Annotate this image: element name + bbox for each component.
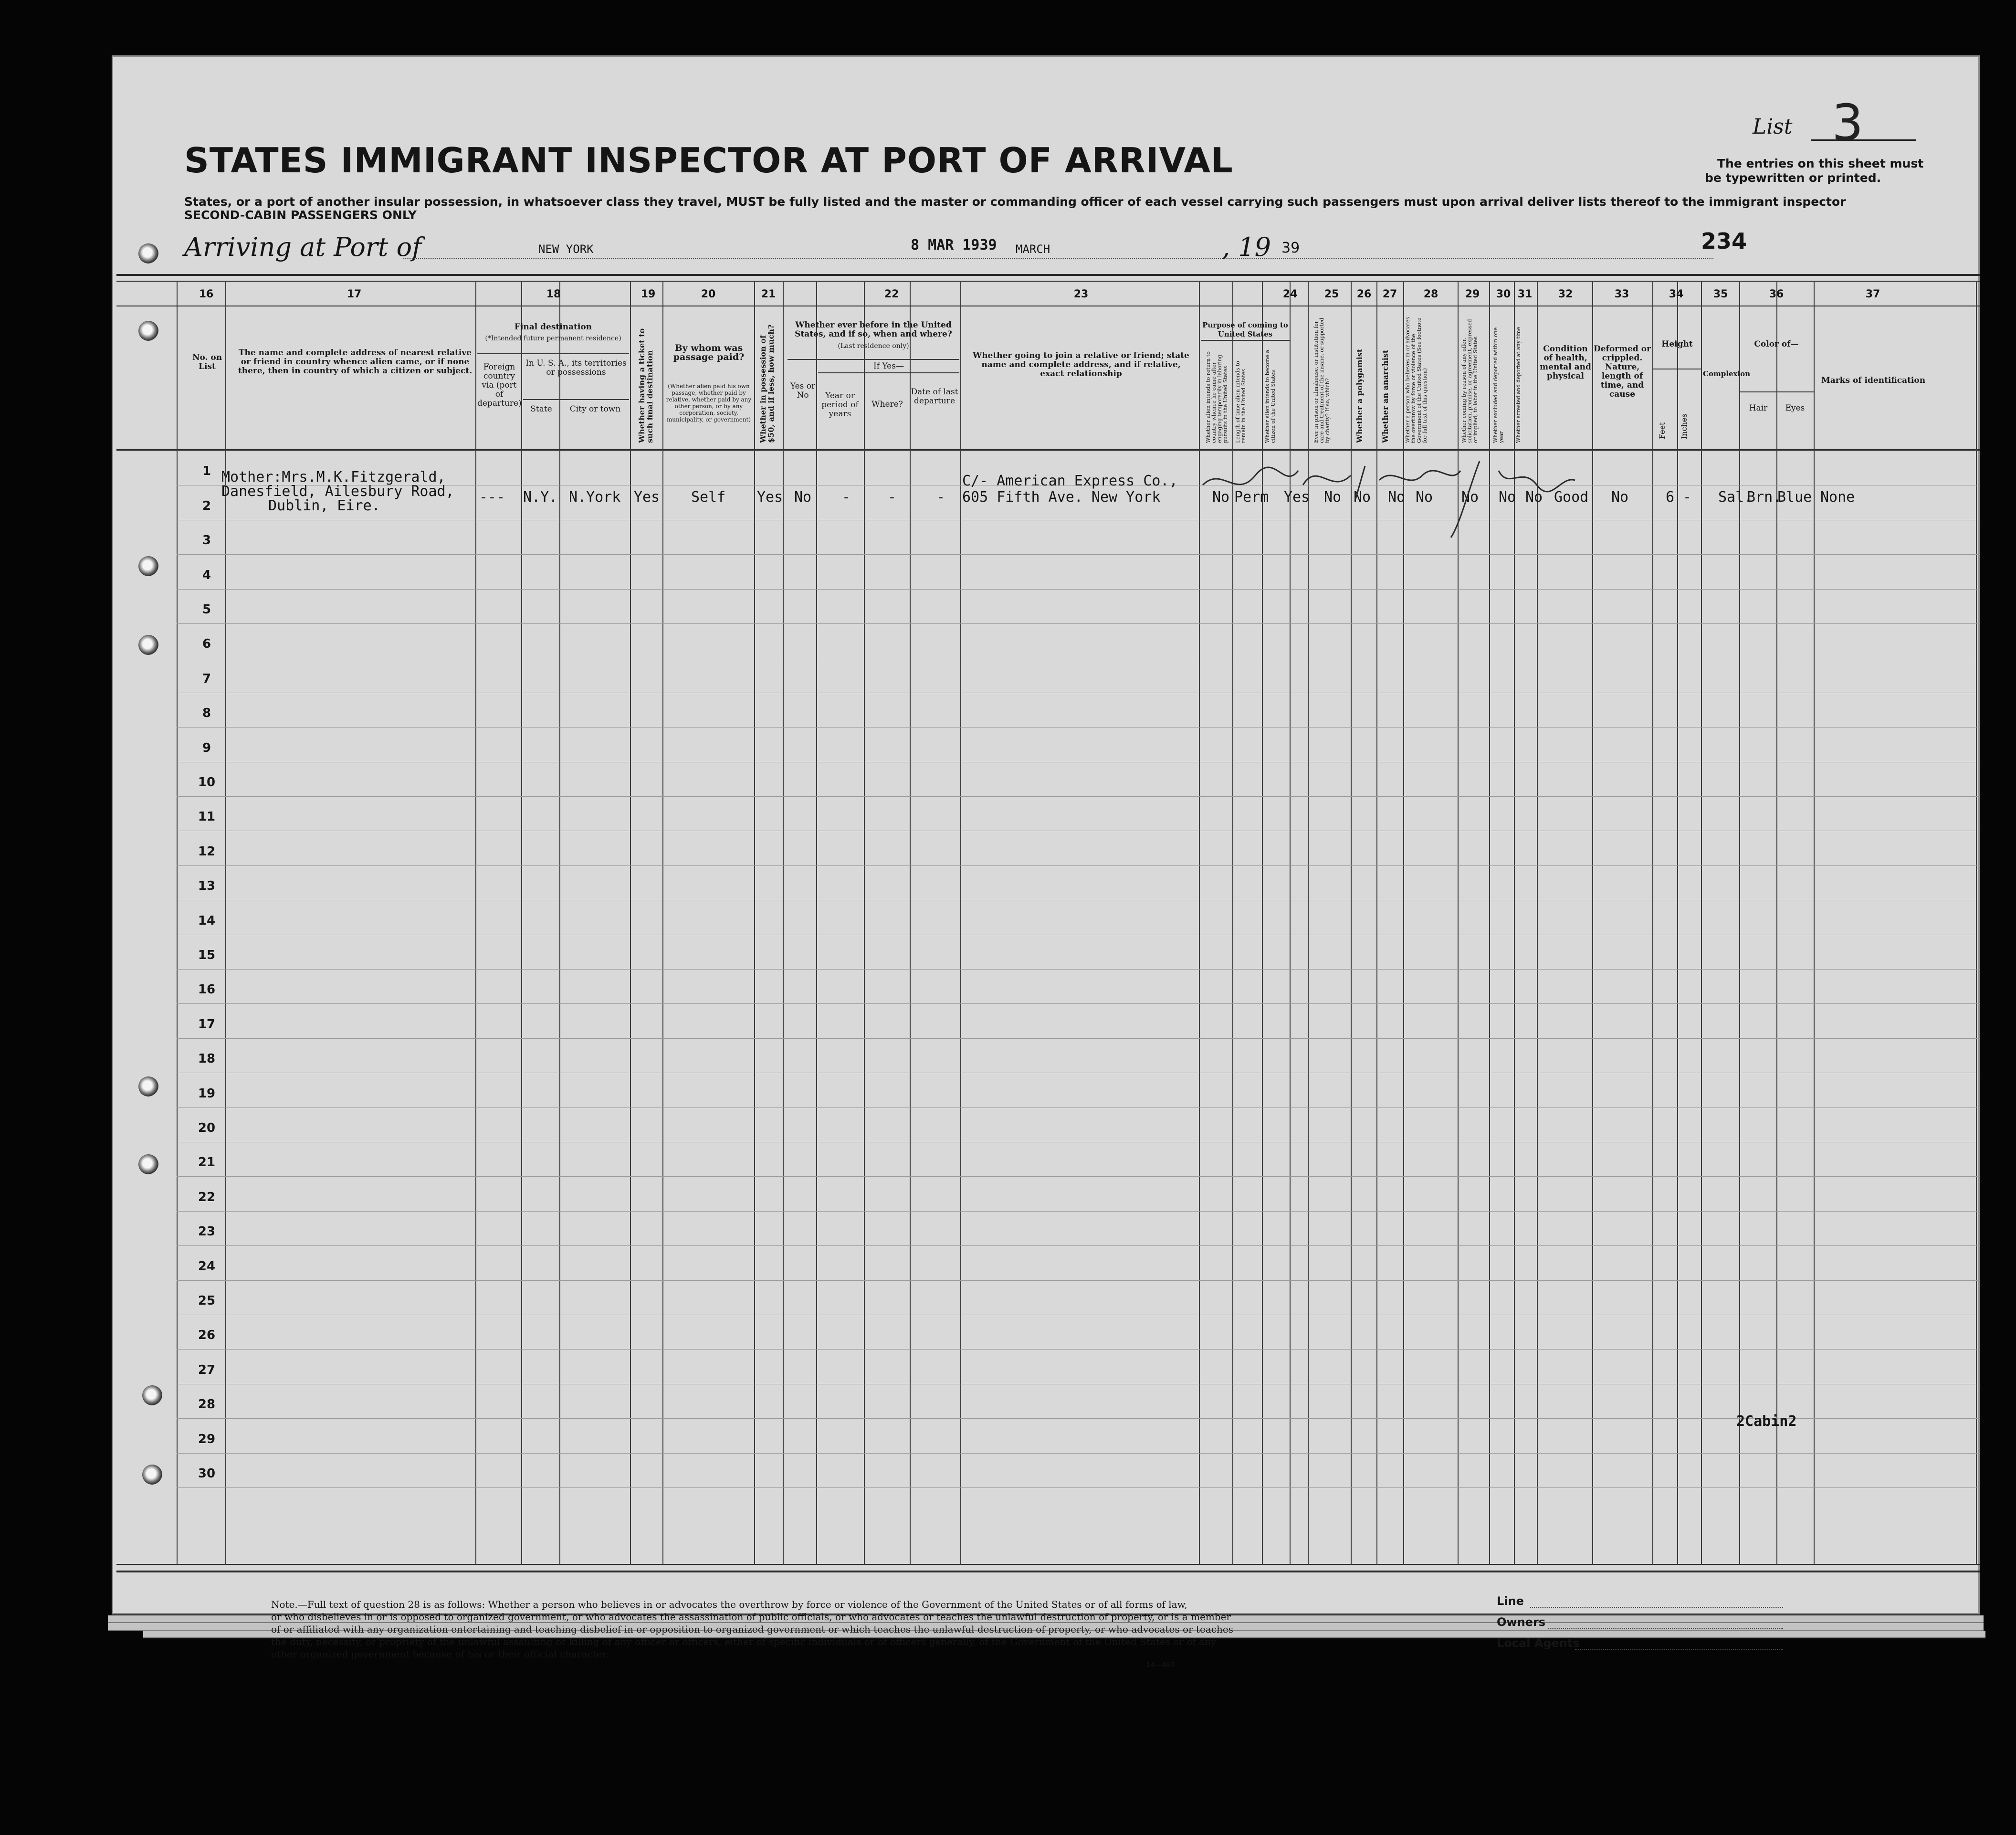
entry-year-period: - (842, 489, 851, 506)
entry-hair: Brn. (1747, 489, 1782, 506)
header-complexion: Complexion (1703, 369, 1751, 378)
row-rule (177, 796, 1980, 797)
colnum-16: 16 (199, 288, 214, 300)
colnum-21: 21 (761, 288, 776, 300)
header-final-destination-note: (*Intended future permanent residence) (485, 335, 621, 342)
row-number: 30 (198, 1466, 216, 1481)
year-prefix: , 19 (1222, 232, 1271, 262)
header-yes-no: Yes or No (790, 381, 816, 400)
row-number: 24 (198, 1259, 216, 1274)
entry-passage-paid: Self (691, 489, 726, 506)
column-rule (559, 281, 560, 1565)
column-rule (754, 281, 755, 1565)
owners-field (1548, 1628, 1783, 1629)
colnum-27: 27 (1382, 288, 1397, 300)
column-rule (1814, 281, 1815, 1565)
arriving-label: Arriving at Port of (184, 232, 422, 262)
column-rule (475, 281, 476, 1565)
colnum-30: 30 (1496, 288, 1511, 300)
arrival-month: MARCH (1016, 243, 1050, 256)
entry-fifty-dollars: Yes (757, 489, 783, 506)
header-final-destination: Final destination (514, 322, 592, 332)
row-number: 16 (198, 982, 216, 997)
line-label: Line (1497, 1594, 1524, 1608)
row-number: 22 (198, 1190, 216, 1204)
colnum-22: 22 (884, 288, 899, 300)
entry-ticket: Yes (634, 489, 660, 506)
row-rule (177, 1038, 1980, 1039)
row-rule (177, 1107, 1980, 1108)
row-number: 2 (202, 498, 211, 513)
colnum-31: 31 (1517, 288, 1533, 300)
row-number: 28 (198, 1397, 216, 1412)
entry-height-feet: 6 (1666, 489, 1675, 506)
header-year-period: Year or period of years (821, 391, 859, 419)
column-rule (177, 281, 178, 1565)
entry-deformed: No (1611, 489, 1629, 506)
entry-where: - (888, 489, 897, 506)
row-rule (177, 1418, 1980, 1419)
entry-overthrow: No (1416, 489, 1433, 506)
entry-become-citizen: Yes (1284, 489, 1310, 506)
colnum-18: 18 (546, 288, 561, 300)
row-rule (177, 1176, 1980, 1177)
header-before-in-us: Whether ever before in the United States, and if so, when and where? (795, 320, 952, 339)
footnote-line2: or who disbelieves in or is opposed to organized government, or who advocates the assassination of public officials, or who advocates or teaches the unlawful destruction of property, or is a member (271, 1611, 1231, 1623)
row-number: 29 (198, 1432, 216, 1446)
header-sub-rule (1740, 391, 1814, 392)
form-title: STATES IMMIGRANT INSPECTOR AT PORT OF ARRIVAL (184, 140, 1233, 180)
header-hair: Hair (1749, 403, 1768, 413)
row-number: 18 (198, 1052, 216, 1066)
header-no-on-list: No. on List (192, 353, 222, 371)
header-passage-note: (Whether alien paid his own passage, whether paid by relative, whether paid by any other person, or by any corporation, society, municipality, or government) (666, 383, 752, 423)
row-number: 19 (198, 1086, 216, 1101)
row-number: 21 (198, 1155, 216, 1170)
row-rule (177, 1349, 1980, 1350)
header-deformed: Deformed or crippled. Nature, length of time, and cause (1593, 344, 1651, 399)
date-stamp: 8 MAR 1939 (911, 237, 997, 253)
row-rule (177, 1211, 1980, 1212)
row-number: 15 (198, 948, 216, 962)
row-rule (177, 554, 1980, 555)
row-number: 5 (202, 602, 211, 617)
row-number: 4 (202, 568, 211, 582)
entry-foreign-port: --- (479, 489, 505, 506)
row-number: 23 (198, 1224, 216, 1239)
column-rule (816, 281, 817, 1565)
row-number: 3 (202, 533, 211, 548)
entry-city: N.York (569, 489, 621, 506)
column-rule (1776, 281, 1777, 1565)
list-number: 3 (1832, 94, 1864, 152)
colnum-24: 24 (1282, 288, 1298, 300)
entry-offer-labor: No (1461, 489, 1479, 506)
entry-join-line2: 605 Fifth Ave. New York (962, 489, 1161, 506)
row-number: 13 (198, 879, 216, 894)
row-number: 6 (202, 637, 211, 652)
row-number: 7 (202, 671, 211, 686)
entry-excluded: No (1499, 489, 1516, 506)
entry-relative-line3: Dublin, Eire. (268, 497, 380, 514)
entry-complexion: Sal. (1718, 489, 1753, 506)
header-in-usa: In U. S. A., its territories or possessions (525, 359, 627, 377)
table-bottom-rule (116, 1564, 1980, 1565)
row-number: 17 (198, 1017, 216, 1032)
row-number: 9 (202, 740, 211, 755)
header-sub-rule (818, 372, 959, 373)
column-rule (1976, 281, 1977, 1565)
row-number: 14 (198, 913, 216, 928)
arriving-dotted-line (403, 258, 1713, 259)
entry-date-departure: - (936, 489, 945, 506)
row-rule (177, 589, 1980, 590)
header-purpose: Purpose of coming to United States (1202, 321, 1288, 338)
entry-health: Good (1554, 489, 1589, 506)
colnum-33: 33 (1614, 288, 1629, 300)
colnum-19: 19 (640, 288, 656, 300)
column-rule (783, 281, 784, 1565)
row-rule (177, 1453, 1980, 1454)
header-fifty-dollars: Whether in possession of $50, and if less, how much? (758, 324, 776, 443)
header-purpose-citizen: Whether alien intends to become a citizen of the United States (1264, 349, 1276, 443)
entry-arrested: No (1525, 489, 1543, 506)
header-sub-rule (788, 359, 959, 360)
row-number: 10 (198, 775, 216, 790)
colnum-25: 25 (1324, 288, 1339, 300)
row-rule (177, 865, 1980, 866)
column-rule (662, 281, 663, 1565)
port-name: NEW YORK (538, 243, 594, 256)
colnum-28: 28 (1423, 288, 1438, 300)
row-number: 8 (202, 706, 211, 721)
header-inches: Inches (1680, 413, 1689, 439)
entry-eyes: Blue (1777, 489, 1812, 506)
colnum-26: 26 (1356, 288, 1372, 300)
sheet-number: 234 (1701, 228, 1747, 254)
header-join-relative: Whether going to join a relative or friend; state name and complete address, and if relative, exact relationship (973, 351, 1189, 379)
agents-field (1575, 1649, 1783, 1650)
typed-note-line2: be typewritten or printed. (1705, 171, 1881, 185)
footnote-line3: of or affiliated with any organization entertaining and teaching disbelief in or opposition to organized government or which teaches the unlawful destruction of property, or who advocates or teaches (271, 1624, 1233, 1635)
list-label: List (1753, 115, 1793, 139)
row-number: 26 (198, 1328, 216, 1343)
header-purpose-length: Length of time alien intends to remain in the United States (1235, 360, 1247, 443)
row-rule (177, 1245, 1980, 1246)
column-rule (1701, 281, 1702, 1565)
header-sub-rule (523, 399, 629, 400)
column-rule (521, 281, 522, 1565)
header-sub-rule (1201, 340, 1290, 341)
header-state: State (530, 404, 552, 414)
column-rule (1652, 281, 1653, 1565)
entry-anarchist: No (1388, 489, 1406, 506)
header-city: City or town (569, 404, 621, 414)
entry-join-line1: C/- American Express Co., (962, 473, 1178, 489)
colnum-36: 36 (1769, 288, 1784, 300)
colnum-35: 35 (1713, 288, 1728, 300)
handwritten-annotation (1193, 447, 1604, 542)
row-number: 27 (198, 1362, 216, 1377)
row-rule (177, 1003, 1980, 1004)
header-sub-rule (477, 353, 629, 354)
header-offer-labor: Whether coming by reason of any offer, solicitation, promise, or agreement, expressed or implied, to labor in the United States (1461, 319, 1479, 443)
header-before-note: (Last residence only) (838, 342, 909, 350)
colnum-37: 37 (1865, 288, 1880, 300)
header-height: Height (1661, 339, 1693, 349)
header-foreign-country: Foreign country via (port of departure) (477, 362, 522, 408)
header-if-yes: If Yes— (873, 361, 904, 371)
typed-note-line1: The entries on this sheet must (1717, 157, 1924, 170)
row-number: 12 (198, 844, 216, 859)
header-prison: Ever in prison or almshouse, or institution for care and treatment of the insane, or supported by charity? If so, which? (1313, 317, 1331, 443)
agents-label: Local Agents (1497, 1636, 1580, 1650)
colnum-29: 29 (1465, 288, 1480, 300)
header-purpose-return: Whether alien intends to return to country whence he came after engaging temporarily in laboring pursuits in the United States (1205, 351, 1228, 443)
header-top-rule (116, 281, 1980, 282)
header-where: Where? (872, 400, 903, 409)
row-rule (177, 623, 1980, 624)
entry-marks: None (1820, 489, 1855, 506)
column-rule (1739, 281, 1740, 1565)
entry-relative-line2: Danesfield, Ailesbury Road, (221, 483, 454, 500)
header-marks: Marks of identification (1821, 376, 1926, 385)
header-passage: By whom was passage paid? (673, 343, 745, 362)
column-rule (630, 281, 631, 1565)
entry-polygamist: No (1354, 489, 1371, 506)
row-number: 20 (198, 1121, 216, 1135)
row-number: 11 (198, 810, 216, 824)
entry-before-in-us: No (794, 489, 812, 506)
header-anarchist: Whether an anarchist (1381, 349, 1390, 443)
column-rule (1677, 281, 1678, 1565)
footnote-line4: the duty, necessity, or propriety of the unlawful assaulting or killing of any officer or officers, either of specific individuals or of officers generally, of the Government of the United States or of any (271, 1636, 1217, 1647)
colnum-17: 17 (346, 288, 362, 300)
header-feet: Feet (1658, 422, 1667, 439)
row-rule (177, 969, 1980, 970)
header-overthrow: Whether a person who believes in or advocates the overthrow by force or violence of the Government of the United States (See footnote for full text of this question) (1405, 316, 1428, 443)
column-rule (864, 281, 865, 1565)
header-polygamist: Whether a polygamist (1355, 348, 1364, 443)
header-date-departure: Date of last departure (911, 387, 958, 406)
year-suffix: 39 (1281, 240, 1300, 256)
entry-state: N.Y. (523, 489, 558, 506)
line-field (1530, 1607, 1783, 1608)
footnote-line1: Note.—Full text of question 28 is as follows: Whether a person who believes in or advocates the overthrow by force or violence of the Government of the United States or of all forms of law, (271, 1599, 1187, 1610)
colnum-20: 20 (701, 288, 716, 300)
cabin-annotation: 2Cabin2 (1736, 1413, 1797, 1430)
colnum-32: 32 (1558, 288, 1573, 300)
row-number: 1 (202, 464, 211, 479)
entry-length-stay: Perm (1234, 489, 1269, 506)
header-color: Color of— (1754, 339, 1799, 349)
header-excluded: Whether excluded and deported within one year (1492, 327, 1504, 443)
header-bottom-rule (116, 449, 1980, 451)
form-number: 14—480 (1146, 1661, 1175, 1669)
header-arrested: Whether arrested and deported at any time (1515, 327, 1522, 443)
colnum-34: 34 (1669, 288, 1684, 300)
row-rule (177, 1280, 1980, 1281)
header-ticket: Whether having a ticket to such final destination (637, 328, 654, 443)
row-number: 25 (198, 1294, 216, 1308)
entry-relative-line1: Mother:Mrs.M.K.Fitzgerald, (221, 469, 446, 485)
footnote-line5: other organized government because of his or their official character. (271, 1648, 609, 1660)
header-eyes: Eyes (1785, 403, 1805, 413)
row-rule (177, 1487, 1980, 1488)
colnum-23: 23 (1073, 288, 1089, 300)
form-subtitle-line2: SECOND-CABIN PASSENGERS ONLY (184, 208, 417, 222)
row-rule (177, 727, 1980, 728)
header-relative: The name and complete address of nearest relative or friend in country whence alien came, or if none there, then in country of which a citizen or subject. (238, 348, 472, 376)
binder-hole (138, 243, 158, 264)
form-subtitle-line1: States, or a port of another insular possession, in whatsoever class they travel, MUST be fully listed and the master or commanding officer of each vessel carrying such passengers must upon arrival deliver lists thereof to the immigrant inspector (184, 195, 1846, 209)
column-rule (910, 281, 911, 1565)
entry-prison: No (1324, 489, 1342, 506)
column-rule (960, 281, 961, 1565)
entry-height-inches: - (1683, 489, 1692, 506)
entry-return-intent: No (1212, 489, 1230, 506)
header-health: Condition of health, mental and physical (1540, 344, 1591, 381)
owners-label: Owners (1497, 1615, 1546, 1629)
